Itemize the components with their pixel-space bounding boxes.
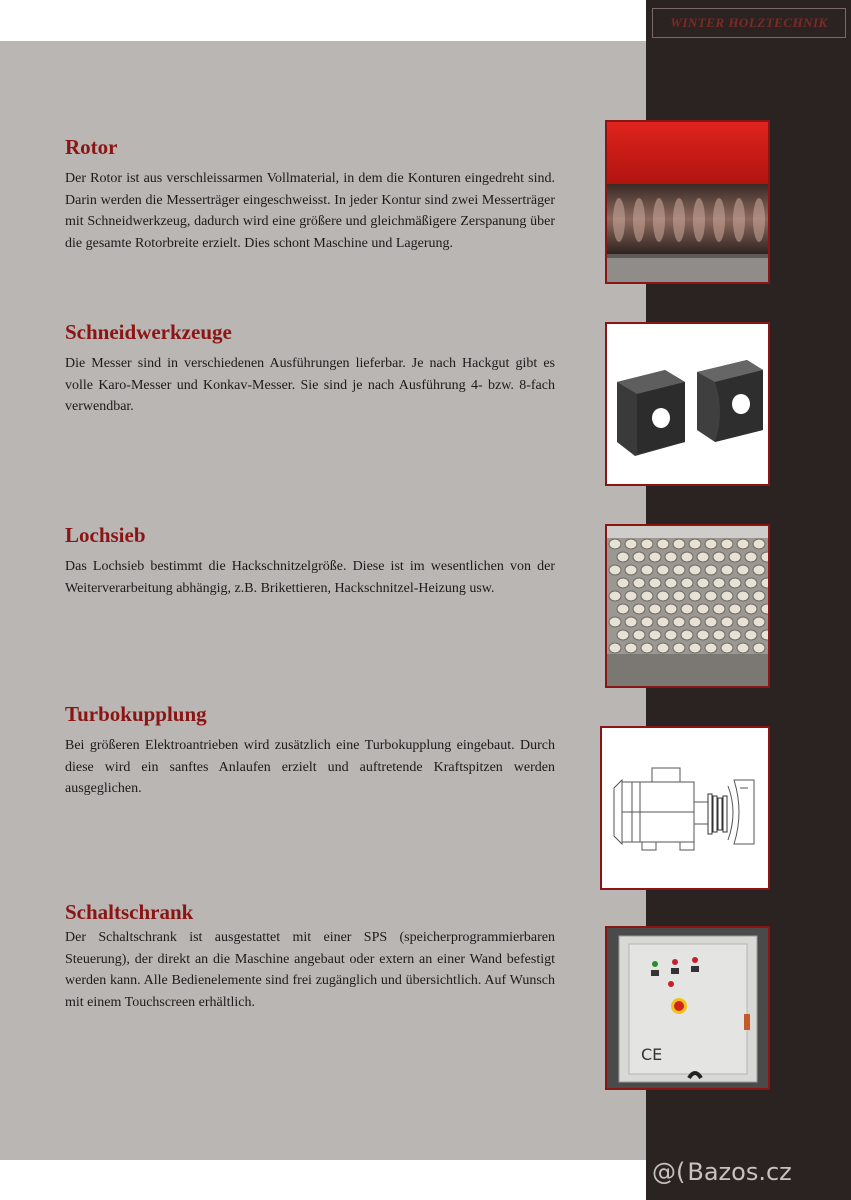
sieve-hole <box>633 578 645 588</box>
sieve-hole <box>761 604 768 614</box>
sieve-hole <box>673 591 685 601</box>
sieve-hole <box>713 578 725 588</box>
section-cutting-tools <box>65 320 555 418</box>
sieve-hole <box>665 604 677 614</box>
sieve-hole <box>737 591 749 601</box>
sieve-hole <box>753 591 765 601</box>
sieve-hole <box>753 617 765 627</box>
sieve-hole <box>633 630 645 640</box>
sieve-hole <box>753 565 765 575</box>
sieve-hole <box>649 552 661 562</box>
sieve-hole <box>649 604 661 614</box>
sieve-hole <box>609 539 621 549</box>
sieve-hole <box>737 565 749 575</box>
sieve-hole <box>729 578 741 588</box>
section-text: Der Rotor ist aus verschleissarmen Vollmaterial, in dem die Konturen eingedreht sind. Darin werden die Messerträger eingeschweisst. In jeder Kontur sind zwei Messerträger mit Schneidwerkzeug, dadurch wird eine größere und gleichmäßigere Zerspanung über die gesamte Rotorbreite erzielt. Dies schont Maschine und Lagerung. <box>65 171 555 251</box>
sieve-hole <box>761 552 768 562</box>
section-title: Turbokupplung <box>65 702 207 726</box>
section-text: Bei größeren Elektroantrieben wird zusätzlich eine Turbokupplung eingebaut. Durch diese wird ein sanftes Anlaufen erzielt und auftretende Kraftspitzen werden ausgeglichen. <box>65 738 555 796</box>
site-watermark <box>652 1152 842 1192</box>
sieve-hole <box>617 604 629 614</box>
sieve-hole <box>705 643 717 653</box>
sieve-hole <box>729 552 741 562</box>
sieve-hole <box>721 617 733 627</box>
sieve-hole <box>641 617 653 627</box>
sieve-hole <box>705 591 717 601</box>
sieve-hole <box>609 617 621 627</box>
ce-mark: CE <box>641 1045 663 1064</box>
sieve-hole <box>625 591 637 601</box>
sieve-hole <box>657 539 669 549</box>
sieve-hole <box>745 630 757 640</box>
sieve-hole <box>673 565 685 575</box>
sieve-hole <box>681 578 693 588</box>
sieve-hole <box>617 578 629 588</box>
sieve-hole <box>665 630 677 640</box>
rotor-photo <box>605 120 770 284</box>
sieve-hole <box>753 643 765 653</box>
sieve-hole <box>697 578 709 588</box>
sieve-hole <box>697 604 709 614</box>
sieve-hole <box>697 552 709 562</box>
sieve-hole <box>737 643 749 653</box>
section-rotor <box>65 135 555 254</box>
sieve-hole <box>721 565 733 575</box>
control-cabinet-photo <box>605 926 770 1090</box>
cutting-tools-photo <box>605 322 770 486</box>
sieve-hole <box>721 539 733 549</box>
sieve-hole <box>721 591 733 601</box>
sieve-hole <box>737 617 749 627</box>
sieve-hole <box>609 643 621 653</box>
brand-logo: WINTER HOLZTECHNIK <box>652 8 846 38</box>
sieve-hole <box>713 630 725 640</box>
sieve-hole <box>705 565 717 575</box>
turbo-coupling-drawing <box>600 726 770 890</box>
sieve-hole <box>657 617 669 627</box>
sieve-hole <box>641 565 653 575</box>
sieve-hole <box>649 630 661 640</box>
sieve-hole <box>761 578 768 588</box>
sieve-hole <box>641 643 653 653</box>
section-title: Schneidwerkzeuge <box>65 320 232 344</box>
sieve-hole <box>641 591 653 601</box>
sieve-hole <box>745 552 757 562</box>
sieve-hole <box>625 617 637 627</box>
sieve-hole <box>609 565 621 575</box>
section-text: Der Schaltschrank ist ausgestattet mit einer SPS (speicherprogrammierbaren Steuerung), der direkt an die Maschine angebaut oder extern an einer Wand befestigt werden kann. Alle Bedienelemente sind frei zugänglich und übersichtlich. Auf Wunsch mit einem Touchscreen erhältlich. <box>65 930 555 1010</box>
sieve-hole <box>745 604 757 614</box>
section-control-cabinet <box>65 900 555 1013</box>
sieve-hole <box>673 539 685 549</box>
sieve-hole <box>753 539 765 549</box>
sieve-hole <box>689 539 701 549</box>
sieve-hole <box>737 539 749 549</box>
sieve-hole <box>713 552 725 562</box>
sieve-hole <box>641 539 653 549</box>
sieve-hole <box>665 552 677 562</box>
section-text: Das Lochsieb bestimmt die Hackschnitzelgröße. Diese ist im wesentlichen von der Weiterverarbeitung abhängig, z.B. Brikettieren, Hackschnitzel-Heizung usw. <box>65 559 555 596</box>
sieve-hole <box>689 591 701 601</box>
sieve-hole <box>625 539 637 549</box>
sieve-hole <box>665 578 677 588</box>
sieve-hole <box>689 565 701 575</box>
sieve-hole <box>657 643 669 653</box>
sieve-hole <box>617 630 629 640</box>
sieve-hole <box>617 552 629 562</box>
sieve-hole <box>729 604 741 614</box>
watermark-text: Bazos.cz <box>687 1158 792 1186</box>
sieve-hole <box>681 604 693 614</box>
sieve-hole <box>681 630 693 640</box>
section-title: Schaltschrank <box>65 900 194 924</box>
sieve-hole <box>705 539 717 549</box>
sieve-hole <box>633 604 645 614</box>
sieve-hole <box>761 630 768 640</box>
sieve-hole <box>673 643 685 653</box>
top-margin <box>0 0 646 41</box>
sieve-hole <box>633 552 645 562</box>
sieve-hole <box>689 643 701 653</box>
bottom-margin <box>0 1160 646 1200</box>
section-turbo-coupling <box>65 702 555 800</box>
sieve-hole <box>681 552 693 562</box>
sieve-hole <box>729 630 741 640</box>
sieve-hole <box>625 565 637 575</box>
section-text: Die Messer sind in verschiedenen Ausführungen lieferbar. Je nach Hackgut gibt es volle Karo-Messer und Konkav-Messer. Sie sind je nach Ausführung 4- bzw. 8-fach verwendbar. <box>65 356 555 414</box>
sieve-hole <box>657 565 669 575</box>
sieve-hole <box>609 591 621 601</box>
sieve-hole <box>721 643 733 653</box>
perforated-screen-photo <box>605 524 770 688</box>
watermark-symbol: @( <box>652 1158 686 1186</box>
section-screen <box>65 523 555 599</box>
sieve-hole <box>705 617 717 627</box>
sieve-hole <box>689 617 701 627</box>
sieve-hole <box>625 643 637 653</box>
sieve-hole <box>697 630 709 640</box>
sieve-hole <box>673 617 685 627</box>
sieve-hole <box>713 604 725 614</box>
sieve-hole <box>745 578 757 588</box>
sieve-hole <box>649 578 661 588</box>
section-title: Rotor <box>65 135 118 159</box>
section-title: Lochsieb <box>65 523 146 547</box>
sieve-hole <box>657 591 669 601</box>
